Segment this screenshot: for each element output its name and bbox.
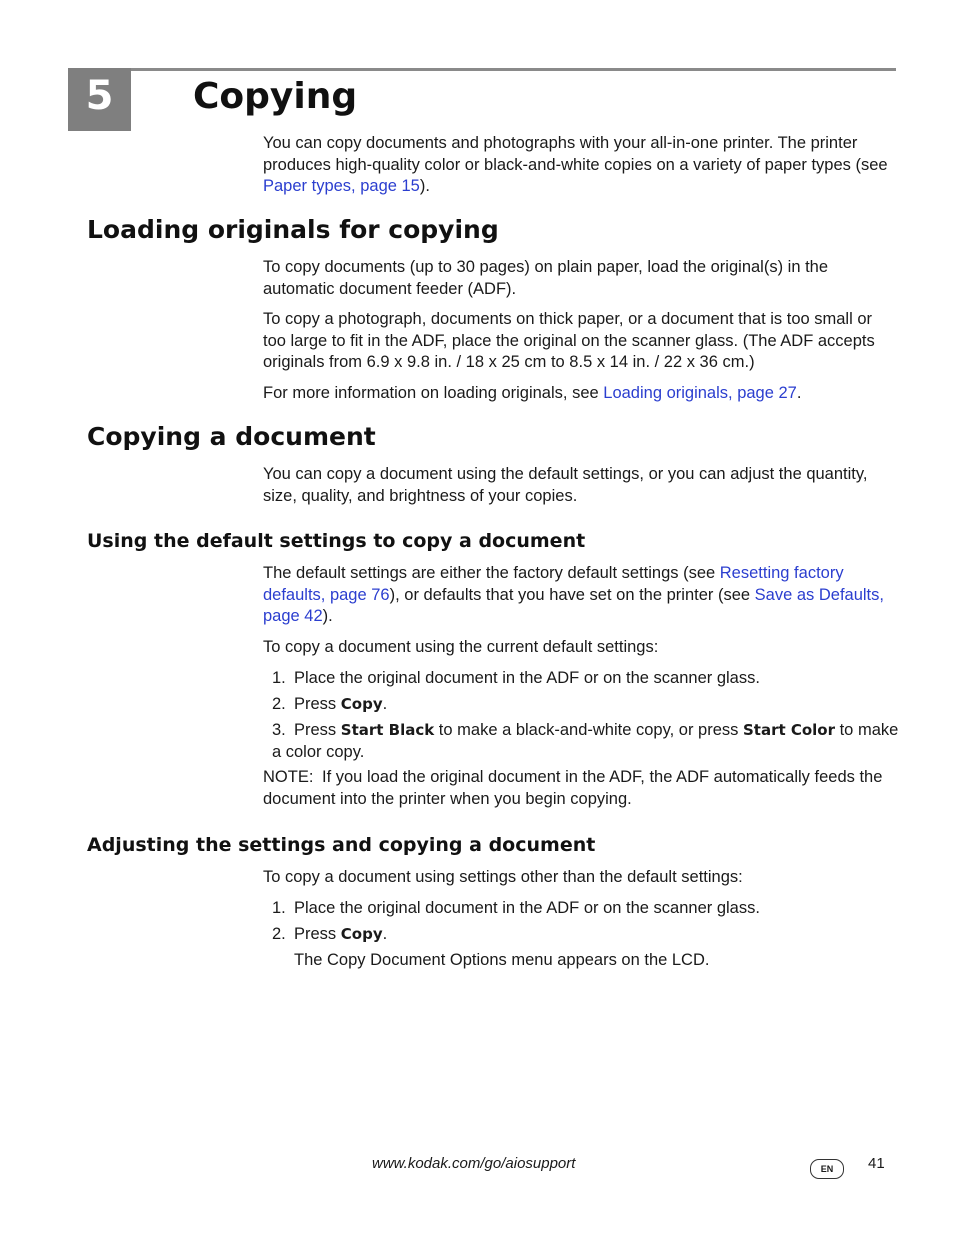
step-text-end: to make a color copy. [272,721,899,761]
step-text-end: . [382,925,388,943]
list-item-subtext [272,950,902,972]
list-item [272,694,902,716]
loading-heading: Loading originals for copying [87,215,499,244]
start-black-command: Start Black [340,721,435,739]
step-text: Press [294,695,341,713]
page-number: 41 [868,1155,885,1172]
chapter-number: 5 [68,68,131,131]
step-text: Press [294,925,341,943]
copying-heading: Copying a document [87,422,376,451]
copy-command: Copy [340,695,383,713]
note [263,767,903,810]
note-label: NOTE: [263,768,314,786]
default-settings-intro: To copy a document using the current default settings: [263,638,659,656]
loading-paragraph-2: To copy a photograph, documents on thick paper, or a document that is too small or too large to fit in the ADF, place the original on the scanner glass. (The ADF accepts originals from 6.9 x 9.8 in. / 18 x 25 cm to 8.5 x 14 in. / 22 x 36 cm.) [263,310,875,371]
save-as-defaults-link[interactable]: Save as Defaults, page 42 [263,585,884,625]
step-number: 1. [272,899,286,917]
list-item [272,720,902,763]
step-text: Press [294,721,341,739]
intro-paragraph [263,133,899,198]
start-color-command: Start Color [742,721,836,739]
default-settings-heading: Using the default settings to copy a document [87,530,586,552]
list-item [272,898,902,920]
copying-paragraph: You can copy a document using the default settings, or you can adjust the quantity, size, quality, and brightness of your copies. [263,465,868,505]
adjusting-heading: Adjusting the settings and copying a document [87,834,596,856]
default-p1-a: The default settings are either the factory default settings (see [263,564,720,582]
loading-paragraph-3 [263,383,899,405]
step-text: Place the original document in the ADF or on the scanner glass. [294,669,760,687]
chapter-title: Copying [193,76,358,117]
default-settings-paragraph [263,563,899,628]
default-p1-b: ), or defaults that you have set on the printer (see [389,585,755,604]
step-number: 2. [272,695,286,713]
step-text: Place the original document in the ADF or on the scanner glass. [294,899,760,917]
step-number: 1. [272,669,286,687]
copy-command: Copy [340,925,383,943]
loading-p3-text: For more information on loading originals, see [263,384,604,402]
step-number: 3. [272,721,286,739]
list-item [272,924,902,946]
footer-url[interactable]: www.kodak.com/go/aiosupport [372,1155,576,1172]
loading-paragraph-1: To copy documents (up to 30 pages) on plain paper, load the original(s) in the automatic document feeder (ADF). [263,258,829,298]
step-text-end: . [382,695,388,713]
adjusting-intro: To copy a document using settings other than the default settings: [263,868,743,886]
intro-text: You can copy documents and photographs with your all-in-one printer. The printer produces high-quality color or black-and-white copies on a variety of paper types (see [263,134,888,174]
resetting-defaults-link[interactable]: Resetting factory defaults, page 76 [263,564,844,604]
default-p1-c: ). [322,607,333,625]
loading-p3-after: . [796,384,802,402]
step-text-mid: to make a black-and-white copy, or press [434,721,743,739]
intro-after: ). [419,177,430,195]
chapter-rule [68,68,896,71]
loading-originals-link[interactable]: Loading originals, page 27 [603,384,797,402]
paper-types-link[interactable]: Paper types, page 15 [263,177,420,195]
language-badge: EN [810,1159,844,1179]
list-item [272,668,902,690]
step-subtext: The Copy Document Options menu appears on the LCD. [294,951,710,969]
step-number: 2. [272,925,286,943]
note-text: If you load the original document in the ADF, the ADF automatically feeds the document into the printer when you begin copying. [263,768,883,808]
